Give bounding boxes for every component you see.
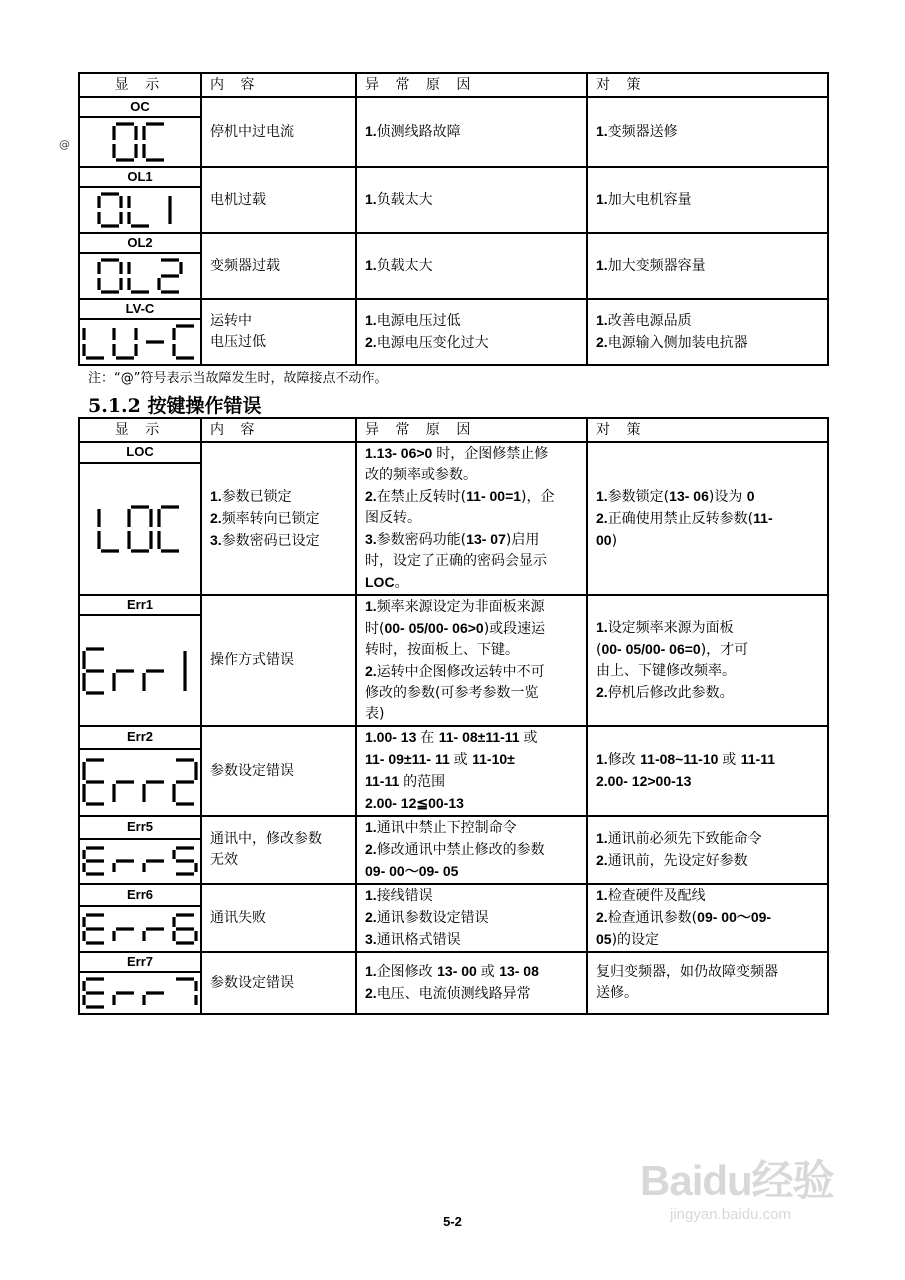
row-oc-code: OC bbox=[79, 97, 201, 117]
row-err5-fix bbox=[587, 816, 828, 884]
cause-line: 2.通讯参数设定错误 bbox=[365, 909, 489, 926]
fix-line: 复归变频器，如仍故障变频器 bbox=[596, 964, 778, 980]
row-loc-fix bbox=[587, 442, 828, 595]
cause-line: 1.负载太大 bbox=[365, 257, 433, 274]
header-fix: 对 策 bbox=[587, 418, 828, 442]
row-oc-fix bbox=[587, 97, 828, 167]
row-ol2-fix bbox=[587, 233, 828, 299]
fix-line: 1.加大变频器容量 bbox=[596, 257, 706, 274]
row-err2-fix bbox=[587, 726, 828, 816]
cause-line: 表) bbox=[365, 706, 385, 722]
row-ol2-cause bbox=[356, 233, 587, 299]
fault-contact-mark: @ bbox=[59, 138, 70, 151]
row-err6-code: Err6 bbox=[79, 884, 201, 906]
row-ol1-content bbox=[201, 167, 356, 233]
table-row bbox=[79, 884, 828, 906]
row-loc-segment-display bbox=[95, 503, 185, 555]
row-err6-display-cell bbox=[79, 906, 201, 952]
cause-line: 1.13- 06>0 时，企图修禁止修 bbox=[365, 445, 549, 462]
content-line: 3.参数密码已设定 bbox=[210, 531, 320, 549]
footnote: 注：“@”符号表示当故障发生时，故障接点不动作。 bbox=[88, 371, 388, 386]
row-lv-c-cause bbox=[356, 299, 587, 365]
row-err6-segment-display bbox=[80, 911, 200, 947]
row-err1-content bbox=[201, 595, 356, 726]
content-line: 参数设定错误 bbox=[210, 974, 294, 991]
cause-line: 修改的参数(可参考参数一览 bbox=[365, 685, 539, 701]
row-ol1-segment-display bbox=[95, 190, 185, 230]
cause-line: 图反转。 bbox=[365, 510, 421, 526]
cause-line: 1.企图修改 13- 00 或 13- 08 bbox=[365, 963, 539, 980]
fix-line: 2.停机后修改此参数。 bbox=[596, 684, 734, 701]
table-header-row bbox=[79, 418, 828, 442]
content-line: 通讯失败 bbox=[210, 909, 266, 926]
row-ol1-display-cell bbox=[79, 187, 201, 233]
table-row bbox=[79, 299, 828, 319]
row-lv-c-segment-display bbox=[80, 322, 200, 362]
row-err2-cause bbox=[356, 726, 587, 816]
row-err1-display-cell bbox=[79, 615, 201, 726]
fix-line: 00) bbox=[596, 531, 618, 549]
row-err1-cause bbox=[356, 595, 587, 726]
fix-line: 2.检查通讯参数(09- 00～09- bbox=[596, 909, 772, 926]
key-operation-error-table bbox=[78, 417, 829, 1015]
content-line: 停机中过电流 bbox=[210, 123, 294, 140]
row-err7-content bbox=[201, 952, 356, 1014]
row-lv-c-code: LV-C bbox=[79, 299, 201, 319]
row-lv-c-fix bbox=[587, 299, 828, 365]
row-err2-code: Err2 bbox=[79, 726, 201, 749]
header-display: 显 示 bbox=[79, 418, 201, 442]
cause-line: 转时，按面板上、下键。 bbox=[365, 642, 519, 658]
cause-line: 2.00- 12≦00-13 bbox=[365, 795, 464, 811]
row-err7-segment-display bbox=[80, 975, 200, 1011]
watermark-logo: Baidu经验 bbox=[640, 1157, 834, 1204]
row-ol2-display-cell bbox=[79, 253, 201, 299]
row-err1-fix bbox=[587, 595, 828, 726]
cause-line: 1.电源电压过低 bbox=[365, 312, 461, 329]
content-line: 电机过载 bbox=[210, 191, 266, 208]
fix-line: 1.设定频率来源为面板 bbox=[596, 619, 734, 636]
table-header-row bbox=[79, 73, 828, 97]
fix-line: 1.检查硬件及配线 bbox=[596, 887, 706, 904]
row-err7-fix bbox=[587, 952, 828, 1014]
row-ol1-cause bbox=[356, 167, 587, 233]
cause-line: 1.接线错误 bbox=[365, 887, 433, 904]
row-ol2-segment-display bbox=[95, 256, 185, 296]
header-content: 内 容 bbox=[201, 418, 356, 442]
fix-line: 2.电源输入侧加装电抗器 bbox=[596, 334, 748, 351]
fix-line: 2.00- 12>00-13 bbox=[596, 773, 692, 789]
cause-line: 2.电压、电流侦测线路异常 bbox=[365, 985, 531, 1002]
fix-line: 1.修改 11-08~11-10 或 11-11 bbox=[596, 751, 775, 768]
fix-line: (00- 05/00- 06=0)，才可 bbox=[596, 641, 749, 658]
row-loc-display-cell bbox=[79, 463, 201, 595]
content-line: 运转中 bbox=[210, 313, 252, 329]
cause-line: 时(00- 05/00- 06>0)或段速运 bbox=[365, 620, 546, 637]
content-line: 通讯中，修改参数 bbox=[210, 831, 322, 847]
row-ol2-code: OL2 bbox=[79, 233, 201, 253]
header-cause: 异 常 原 因 bbox=[356, 418, 587, 442]
content-line: 电压过低 bbox=[210, 334, 266, 350]
table-row bbox=[79, 233, 828, 253]
fix-line: 1.加大电机容量 bbox=[596, 191, 692, 208]
row-loc-code: LOC bbox=[79, 442, 201, 463]
row-err7-cause bbox=[356, 952, 587, 1014]
cause-line: 1.00- 13 在 11- 08±11-11 或 bbox=[365, 729, 538, 746]
table-row bbox=[79, 97, 828, 117]
row-loc-content bbox=[201, 442, 356, 595]
fix-line: 送修。 bbox=[596, 985, 638, 1001]
row-err6-cause bbox=[356, 884, 587, 952]
table-row bbox=[79, 816, 828, 839]
row-ol1-fix bbox=[587, 167, 828, 233]
row-ol1-code: OL1 bbox=[79, 167, 201, 187]
fix-line: 1.变频器送修 bbox=[596, 123, 678, 140]
table-row bbox=[79, 952, 828, 972]
row-err2-content bbox=[201, 726, 356, 816]
row-oc-segment-display bbox=[110, 120, 170, 164]
cause-line: 2.在禁止反转时(11- 00=1)，企 bbox=[365, 488, 555, 505]
cause-line: 2.运转中企图修改运转中不可 bbox=[365, 663, 545, 680]
section-title: 5.1.2 按键操作错误 bbox=[88, 395, 262, 417]
cause-line: 1.侦测线路故障 bbox=[365, 123, 461, 140]
row-oc-display-cell bbox=[79, 117, 201, 167]
cause-line: 1.负载太大 bbox=[365, 191, 433, 208]
content-line: 变频器过载 bbox=[210, 257, 280, 274]
row-err5-segment-display bbox=[80, 844, 200, 878]
content-line: 2.频率转向已锁定 bbox=[210, 509, 320, 527]
content-line: 无效 bbox=[210, 852, 238, 868]
row-loc-cause bbox=[356, 442, 587, 595]
cause-line: 11-11 的范围 bbox=[365, 773, 446, 790]
row-err5-content bbox=[201, 816, 356, 884]
fix-line: 2.正确使用禁止反转参数(11- bbox=[596, 509, 773, 527]
cause-line: 11- 09±11- 11 或 11-10± bbox=[365, 751, 515, 768]
header-fix: 对 策 bbox=[587, 73, 828, 97]
content-line: 1.参数已锁定 bbox=[210, 487, 292, 505]
header-cause: 异 常 原 因 bbox=[356, 73, 587, 97]
table-row bbox=[79, 726, 828, 749]
cause-line: 2.电源电压变化过大 bbox=[365, 334, 489, 351]
cause-line: 2.修改通讯中禁止修改的参数 bbox=[365, 841, 545, 858]
row-lv-c-content bbox=[201, 299, 356, 365]
row-err7-display-cell bbox=[79, 972, 201, 1014]
row-err2-display-cell bbox=[79, 749, 201, 817]
row-ol2-content bbox=[201, 233, 356, 299]
row-err1-segment-display bbox=[80, 645, 200, 697]
fix-line: 2.通讯前，先设定好参数 bbox=[596, 852, 748, 869]
cause-line: 时，设定了正确的密码会显示 bbox=[365, 553, 547, 569]
row-err6-fix bbox=[587, 884, 828, 952]
fix-line: 1.改善电源品质 bbox=[596, 312, 692, 329]
watermark-url: jingyan.baidu.com bbox=[670, 1206, 791, 1223]
row-err5-cause bbox=[356, 816, 587, 884]
row-err5-code: Err5 bbox=[79, 816, 201, 839]
cause-line: 改的频率或参数。 bbox=[365, 467, 477, 483]
row-err5-display-cell bbox=[79, 839, 201, 884]
cause-line: LOC。 bbox=[365, 574, 409, 591]
table-row bbox=[79, 442, 828, 463]
row-oc-content bbox=[201, 97, 356, 167]
row-oc-cause bbox=[356, 97, 587, 167]
fix-line: 05)的设定 bbox=[596, 931, 660, 948]
fix-line: 由上、下键修改频率。 bbox=[596, 663, 736, 679]
header-content: 内 容 bbox=[201, 73, 356, 97]
fix-line: 1.参数锁定(13- 06)设为 0 bbox=[596, 487, 755, 505]
table-row bbox=[79, 167, 828, 187]
row-err6-content bbox=[201, 884, 356, 952]
content-line: 参数设定错误 bbox=[210, 762, 294, 779]
row-err7-code: Err7 bbox=[79, 952, 201, 972]
cause-line: 1.通讯中禁止下控制命令 bbox=[365, 819, 517, 836]
cause-line: 09- 00～09- 05 bbox=[365, 863, 459, 879]
cause-line: 3.通讯格式错误 bbox=[365, 931, 461, 948]
fix-line: 1.通讯前必须先下致能命令 bbox=[596, 830, 762, 847]
row-err1-code: Err1 bbox=[79, 595, 201, 615]
fault-display-table bbox=[78, 72, 829, 366]
baidu-watermark bbox=[640, 1130, 890, 1250]
header-display: 显 示 bbox=[79, 73, 201, 97]
row-err2-segment-display bbox=[80, 756, 200, 808]
page-number: 5-2 bbox=[443, 1214, 462, 1229]
content-line: 操作方式错误 bbox=[210, 652, 294, 668]
row-lv-c-display-cell bbox=[79, 319, 201, 365]
cause-line: 1.频率来源设定为非面板来源 bbox=[365, 598, 545, 615]
table-row bbox=[79, 595, 828, 615]
cause-line: 3.参数密码功能(13- 07)启用 bbox=[365, 531, 540, 548]
